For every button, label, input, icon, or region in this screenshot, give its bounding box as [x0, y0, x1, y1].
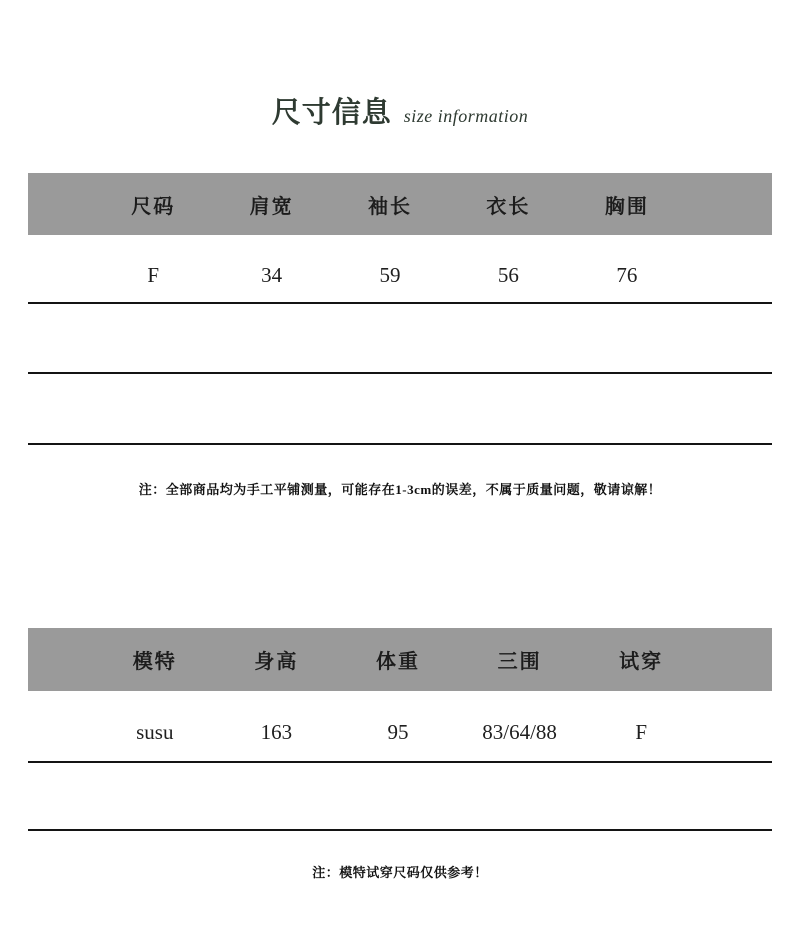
- size-header-shoulder: 肩宽: [249, 195, 294, 218]
- size-header-bust: 胸围: [604, 195, 649, 218]
- model-header-height: 身高: [254, 651, 299, 673]
- model-note: 注：模特试穿尺码仅供参考！: [312, 865, 488, 880]
- size-value-size: F: [147, 263, 160, 287]
- model-header-weight: 体重: [375, 651, 420, 673]
- divider-line: [28, 761, 772, 763]
- title-english: size information: [403, 106, 529, 126]
- model-header-model: 模特: [132, 651, 177, 673]
- size-table-row-cols: [94, 247, 686, 304]
- model-header-measurements: 三围: [497, 651, 542, 673]
- model-table-row: [28, 702, 772, 762]
- size-header-length: 衣长: [486, 195, 531, 218]
- size-value-sleeve: 59: [379, 263, 401, 287]
- size-table-header-bar: [28, 173, 772, 235]
- divider-line: [28, 443, 772, 445]
- divider-line: [28, 372, 772, 374]
- model-table-header-bar: [28, 628, 772, 691]
- model-table-row-cols: [94, 702, 702, 762]
- model-value-height: 163: [260, 719, 293, 744]
- size-table-row: [28, 247, 772, 304]
- size-value-shoulder: 34: [261, 263, 283, 287]
- size-table-header-row: [94, 173, 686, 235]
- title-chinese: 尺寸信息: [271, 97, 392, 129]
- model-table-header-row: [94, 628, 702, 691]
- page-title: [0, 90, 800, 131]
- size-header-sleeve: 袖长: [368, 195, 413, 218]
- model-value-tryon: F: [635, 719, 648, 744]
- size-value-length: 56: [497, 263, 519, 287]
- size-header-size: 尺码: [131, 195, 176, 218]
- model-header-tryon: 试穿: [619, 651, 664, 673]
- divider-line: [28, 829, 772, 831]
- model-value-model: susu: [136, 719, 174, 744]
- model-value-weight: 95: [387, 719, 409, 744]
- divider-line: [28, 302, 772, 304]
- size-value-bust: 76: [616, 263, 638, 287]
- model-value-measurements: 83/64/88: [482, 719, 557, 744]
- measurement-note: 注：全部商品均为手工平铺测量，可能存在1-3cm的误差，不属于质量问题，敬请谅解！: [138, 482, 662, 497]
